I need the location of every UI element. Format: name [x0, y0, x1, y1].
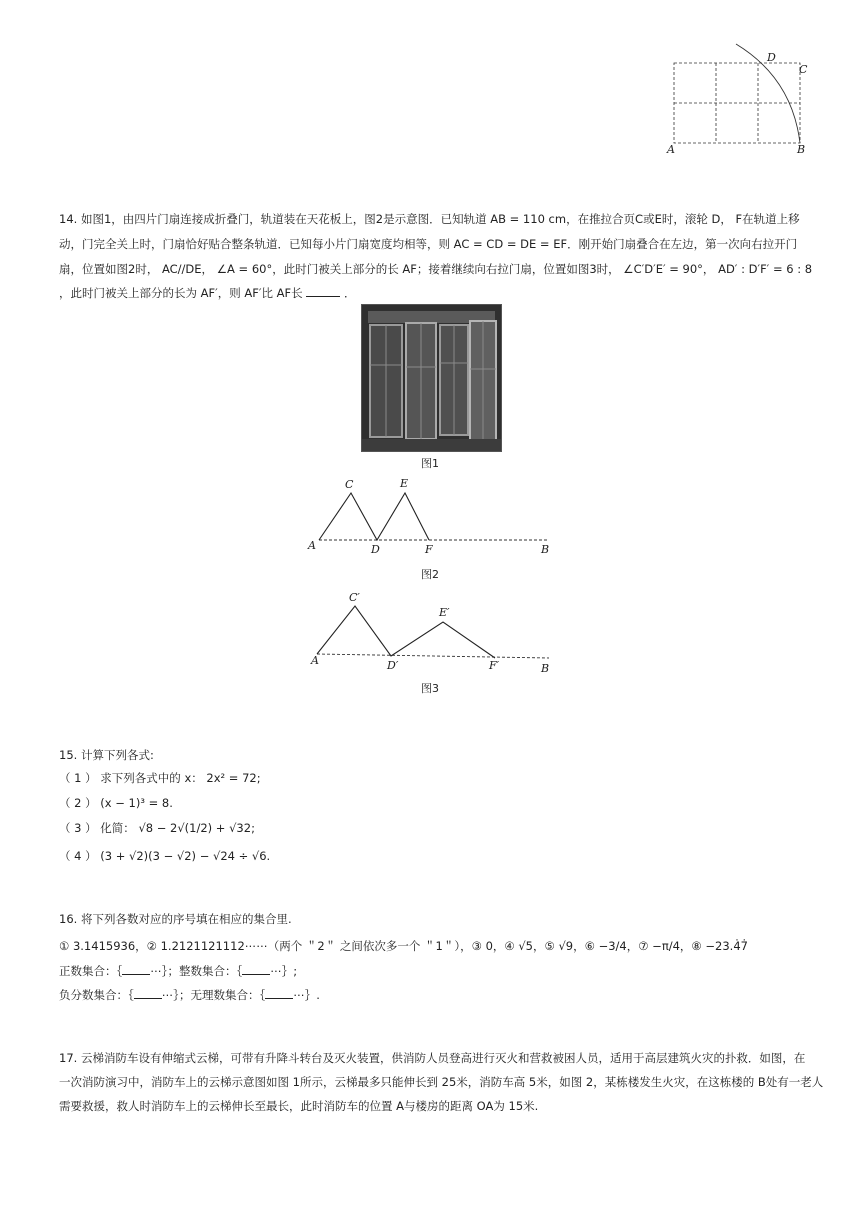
set-line-2-end: ⋯｝.	[293, 988, 320, 1002]
fig2-label-d: D	[371, 543, 380, 556]
q15-item-2: （ 2 ） (x − 1)³ = 8.	[59, 796, 173, 810]
negative-fraction-set-blank[interactable]	[134, 988, 162, 999]
q14-line-1: 14. 如图1，由四片门扇连接成折叠门，轨道装在天花板上，图2是示意图．已知轨道 AB = 110 cm，在推拉合页C或E时，滚轮 D， F在轨道上移	[59, 212, 800, 226]
fig2-label-f: F	[425, 543, 433, 556]
q15-item-3: （ 3 ） 化简： √8 − 2√(1/2) + √32;	[59, 821, 255, 835]
positive-set-blank[interactable]	[122, 964, 150, 975]
fig2-label-b: B	[541, 543, 550, 556]
grid-arc-figure	[660, 38, 820, 158]
positive-set-label: 正数集合：｛	[59, 964, 123, 978]
q16-set-line-1	[59, 960, 297, 983]
integer-set-label: ⋯｝；整数集合：｛	[150, 964, 243, 978]
q17-line-2: 一次消防演习中，消防车上的云梯示意图如图 1所示，云梯最多只能伸长到 25米，消防车高 5米，如图 2，某栋楼发生火灾，在这栋楼的 B处有一老人	[59, 1075, 824, 1089]
q14-line-3: 扇，位置如图2时， AC//DE， ∠A = 60°，此时门被关上部分的长 AF；接着继续向右拉门扇，位置如图3时， ∠C′D′E′ = 90°， AD′ : D′F′ = 6 : 8	[59, 262, 813, 276]
q14-answer-blank[interactable]	[306, 286, 340, 297]
q15-item-4: （ 4 ） (3 + √2)(3 − √2) − √24 ÷ √6.	[59, 849, 271, 863]
fig3-label-c: C′	[349, 591, 360, 604]
q15-item-1: （ 1 ） 求下列各式中的 x： 2x² = 72;	[59, 771, 261, 785]
fig3-caption: 图3	[421, 682, 439, 695]
q14-line-4-end: ．	[343, 286, 356, 300]
fig3-label-e: E′	[439, 606, 450, 619]
q14-line-4-text: ，此时门被关上部分的长为 AF′，则 AF′比 AF长	[59, 286, 303, 300]
fig3-diagram	[305, 588, 565, 678]
fig2-caption: 图2	[421, 568, 439, 581]
fig2-diagram	[305, 475, 565, 560]
q17-line-3: 需要救援，救人时消防车上的云梯伸长至最长，此时消防车的位置 A与楼房的距离 OA为 15米.	[59, 1099, 539, 1113]
fig1-caption: 图1	[421, 457, 439, 470]
grid-label-a: A	[667, 143, 675, 156]
q17-line-1: 17. 云梯消防车设有伸缩式云梯，可带有升降斗转台及灭火装置，供消防人员登高进行灭火和营救被困人员，适用于高层建筑火灾的扑救．如图，在	[59, 1051, 806, 1065]
fig3-label-b: B	[541, 662, 550, 675]
negative-fraction-set-label: 负分数集合：｛	[59, 988, 134, 1002]
fig2-label-a: A	[308, 539, 316, 552]
q14-line-4	[59, 282, 355, 305]
grid-label-c: C	[799, 63, 808, 76]
irrational-set-blank[interactable]	[265, 988, 293, 999]
fig3-label-d: D′	[387, 659, 399, 672]
q16-title: 16. 将下列各数对应的序号填在相应的集合里.	[59, 912, 292, 926]
fig3-label-f: F′	[489, 659, 500, 672]
integer-set-blank[interactable]	[242, 964, 270, 975]
q16-numbers: ① 3.1415936，② 1.2121121112⋯⋯（两个 ＂2＂ 之间依次多一个 ＂1＂），③ 0，④ √5，⑤ √9，⑥ −3/4，⑦ −π/4，⑧ −23.4̇7̇	[59, 939, 748, 953]
grid-label-b: B	[797, 143, 806, 156]
folding-door-photo	[361, 304, 502, 452]
grid-label-d: D	[767, 51, 776, 64]
q15-title: 15. 计算下列各式:	[59, 748, 154, 762]
fig2-label-e: E	[400, 477, 409, 490]
irrational-set-label: ⋯｝；无理数集合：｛	[161, 988, 266, 1002]
q16-set-line-2	[59, 984, 320, 1007]
q14-line-2: 动，门完全关上时，门扇恰好贴合整条轨道．已知每小片门扇宽度均相等，则 AC = CD = DE = EF．刚开始门扇叠合在左边，第一次向右拉开门	[59, 237, 798, 251]
fig3-label-a: A	[311, 654, 319, 667]
set-line-1-end: ⋯｝;	[270, 964, 298, 978]
fig2-label-c: C	[345, 478, 354, 491]
